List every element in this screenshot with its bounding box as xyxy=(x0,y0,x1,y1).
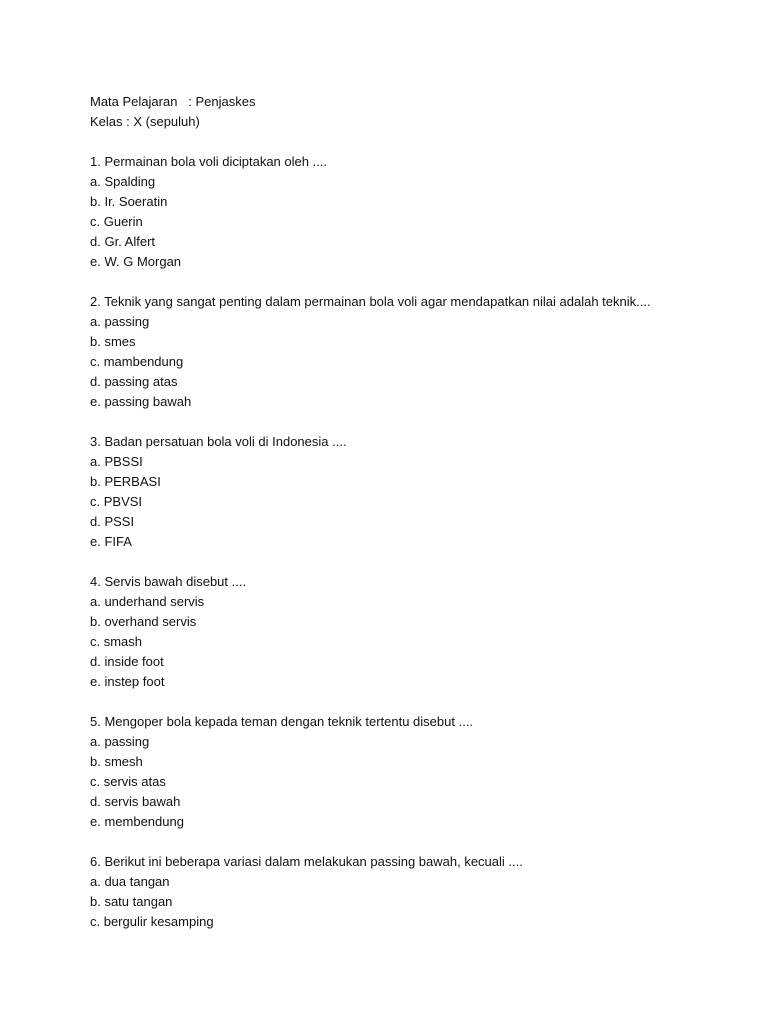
question-2: 2. Teknik yang sangat penting dalam permainan bola voli agar mendapatkan nilai adalah teknik.... xyxy=(90,294,651,309)
question-2-option-e: e. passing bawah xyxy=(90,394,192,409)
question-1: 1. Permainan bola voli diciptakan oleh .... xyxy=(90,154,328,169)
question-3-option-e: e. FIFA xyxy=(90,534,132,549)
question-5-option-b: b. smesh xyxy=(90,754,143,769)
question-5-option-d: d. servis bawah xyxy=(90,794,181,809)
question-6-option-a: a. dua tangan xyxy=(90,874,170,889)
question-4: 4. Servis bawah disebut .... xyxy=(90,574,247,589)
question-3-option-c: c. PBVSI xyxy=(90,494,143,509)
question-6-option-c: c. bergulir kesamping xyxy=(90,914,214,929)
question-3: 3. Badan persatuan bola voli di Indonesia .... xyxy=(90,434,347,449)
subject-line: Mata Pelajaran : Penjaskes xyxy=(90,94,256,109)
spacer xyxy=(90,132,730,152)
question-2-option-a: a. passing xyxy=(90,314,150,329)
question-1-option-d: d. Gr. Alfert xyxy=(90,234,156,249)
question-1-option-b: b. Ir. Soeratin xyxy=(90,194,168,209)
question-4-option-a: a. underhand servis xyxy=(90,594,205,609)
question-1-option-a: a. Spalding xyxy=(90,174,156,189)
spacer xyxy=(90,692,730,712)
question-1-option-c: c. Guerin xyxy=(90,214,143,229)
question-4-option-d: d. inside foot xyxy=(90,654,164,669)
class-line: Kelas : X (sepuluh) xyxy=(90,114,200,129)
question-4-option-e: e. instep foot xyxy=(90,674,165,689)
spacer xyxy=(90,272,730,292)
question-1-option-e: e. W. G Morgan xyxy=(90,254,182,269)
question-4-option-b: b. overhand servis xyxy=(90,614,197,629)
question-5-option-c: c. servis atas xyxy=(90,774,166,789)
question-3-option-b: b. PERBASI xyxy=(90,474,161,489)
question-5: 5. Mengoper bola kepada teman dengan teknik tertentu disebut .... xyxy=(90,714,474,729)
question-2-option-b: b. smes xyxy=(90,334,136,349)
spacer xyxy=(90,832,730,852)
question-2-option-c: c. mambendung xyxy=(90,354,184,369)
question-5-option-e: e. membendung xyxy=(90,814,184,829)
question-3-option-d: d. PSSI xyxy=(90,514,135,529)
question-3-option-a: a. PBSSI xyxy=(90,454,143,469)
question-4-option-c: c. smash xyxy=(90,634,143,649)
spacer xyxy=(90,412,730,432)
document-content xyxy=(90,92,730,932)
question-6-option-b: b. satu tangan xyxy=(90,894,173,909)
question-5-option-a: a. passing xyxy=(90,734,150,749)
question-2-option-d: d. passing atas xyxy=(90,374,178,389)
spacer xyxy=(90,552,730,572)
question-6: 6. Berikut ini beberapa variasi dalam melakukan passing bawah, kecuali .... xyxy=(90,854,523,869)
